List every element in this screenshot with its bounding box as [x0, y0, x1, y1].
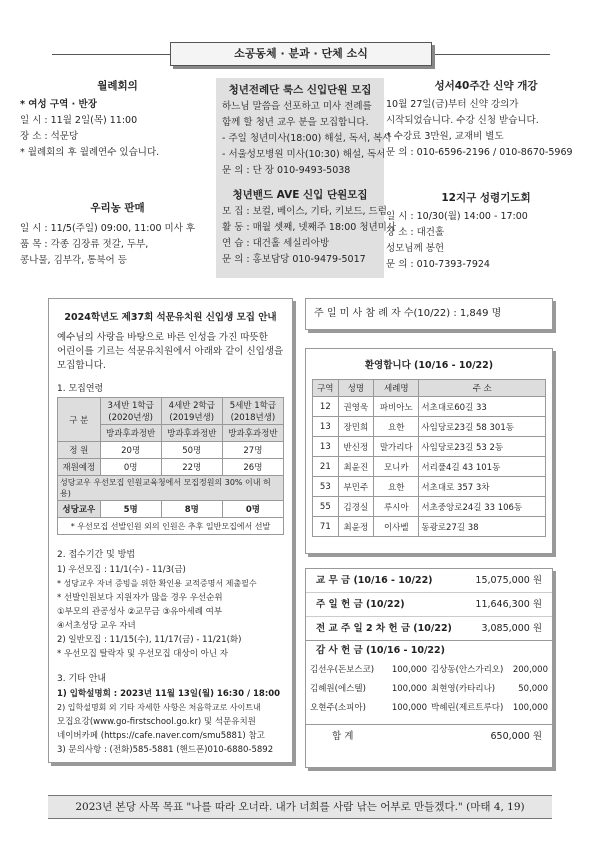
bible-line: * 수강료 3만원, 교재비 별도 — [386, 131, 504, 142]
kinder-s3-line: 1) 입학설명회 : 2023년 11월 13일(월) 16:30 / 18:00 — [57, 689, 281, 699]
monthly-sub: * 여성 구역 · 반장 — [20, 99, 97, 110]
age-table — [57, 397, 284, 535]
section-title: 소공동체 · 분과 · 단체 소식 — [170, 42, 432, 66]
prayer-line: 문 의 : 010-7393-7924 — [386, 259, 490, 270]
col-header: 구역 — [313, 380, 339, 397]
kinder-s2-line: 2) 일반모집 : 11/15(수), 11/17(금) - 11/21(화) — [57, 635, 242, 645]
thanks-row: 김선우(돈보스코) 100,000 김상동(안스가리오) 200,000 — [310, 665, 548, 675]
kinder-s2-line: ④서초성당 교우 자녀 — [57, 621, 136, 631]
kinder-title: 2024학년도 제37회 석문유치원 신입생 모집 안내 — [64, 312, 277, 323]
table-type: 방과후과정반 — [222, 425, 283, 442]
youth-box — [216, 78, 397, 278]
table-row: 21 최윤진 모니카 서리풀4길 43 101동 — [313, 457, 546, 477]
welcome-box — [305, 348, 553, 554]
kinder-s3-line: 모집요강(www.go-firstschool.go.kr) 및 석문유치원 — [57, 717, 256, 727]
finance-box — [305, 568, 553, 768]
prayer-line: 성모님께 봉헌 — [386, 243, 445, 254]
table-row: 정 원 20명 50명 27명 — [58, 442, 284, 459]
col-header: 성명 — [338, 380, 373, 397]
band-line: 모 집 : 보컬, 베이스, 기타, 키보드, 드럼 — [222, 206, 387, 217]
col-header: 세례명 — [374, 380, 419, 397]
table-head: 3세반 1학급 (2020년생) — [100, 398, 161, 425]
monthly-meeting — [20, 78, 215, 161]
kindergarten-notice — [48, 298, 293, 763]
thanks-list — [306, 661, 552, 718]
monthly-title: 월례회의 — [97, 80, 138, 92]
table-row: 13 반신정 말가리다 사임당로23길 53 2동 — [313, 437, 546, 457]
prayer-line: 일 시 : 10/30(월) 14:00 - 17:00 — [386, 211, 528, 222]
bible-line: 10월 27일(금)부터 신약 강의가 — [386, 99, 519, 110]
kinder-intro: 어린이를 기르는 석문유치원에서 아래와 같이 신입생을 — [57, 346, 284, 357]
kinder-s2-line: * 선발인원보다 지원자가 많을 경우 우선순위 — [57, 593, 223, 603]
farm-line: 일 시 : 11/5(주일) 09:00, 11:00 미사 후 — [20, 223, 196, 234]
farm-sale — [20, 200, 215, 269]
kinder-s3-line: 3) 문의사항 : (전화)585-5881 (핸드폰)010-6880-5892 — [57, 745, 274, 755]
kinder-intro: 모집합니다. — [57, 360, 106, 371]
kinder-intro: 예수님의 사랑을 바탕으로 바른 인성을 가진 따뜻한 — [57, 332, 268, 343]
title-rule-left — [52, 54, 170, 55]
kinder-s2-line: * 성당교우 자녀 증빙을 위한 확인용 교적증명서 제출필수 — [57, 579, 257, 588]
youth-line: 문 의 : 단 장 010-9493-5038 — [222, 165, 351, 176]
kinder-s3-line: 2) 입학설명회 외 기타 자세한 사항은 처음학교로 사이트내 — [57, 703, 261, 712]
band-title: 청년밴드 AVE 신입 단원모집 — [232, 189, 368, 201]
kinder-s2: 2. 접수기간 및 방법 — [57, 550, 136, 560]
bible-study — [386, 78, 586, 161]
monthly-line: * 월례회의 후 월례연수 있습니다. — [20, 147, 160, 158]
thanks-row: 김혜원(에스텔) 100,000 최현영(카타리나) 50,000 — [310, 684, 548, 694]
youth-line: 하느님 말씀을 선포하고 미사 전례를 — [222, 101, 372, 112]
kinder-s3-line: 네이버카페 (https://cafe.naver.com/smu5881) 참고 — [57, 731, 265, 741]
monthly-line: 일 시 : 11월 2일(목) 11:00 — [20, 115, 138, 126]
bible-line: 시작되었습니다. 수강 신청 받습니다. — [386, 115, 539, 126]
monthly-line: 장 소 : 석문당 — [20, 131, 79, 142]
table-row: 71 최윤정 이사벨 동광로27길 38 — [313, 517, 546, 537]
youth-line: - 주일 청년미사(18:00) 해설, 독서, 복사 — [222, 133, 392, 144]
bible-title: 성서40주간 신약 개강 — [434, 80, 538, 92]
title-rule-right — [432, 54, 550, 55]
farm-title: 우리농 판매 — [90, 202, 145, 214]
band-line: 문 의 : 홍보담당 010-9479-5017 — [222, 254, 366, 265]
prayer-meeting — [386, 190, 586, 273]
table-row: 55 김경실 루시아 서초중앙로24길 33 106동 — [313, 497, 546, 517]
farm-line: 품 목 : 각종 김장류 젓갈, 두부, — [20, 239, 149, 250]
prayer-line: 장 소 : 대건홀 — [386, 227, 445, 238]
youth-line: - 서울성모병원 미사(10:30) 해설, 독서 — [222, 149, 386, 160]
table-head: 5세반 1학급 (2018년생) — [222, 398, 283, 425]
thanks-title: 감 사 헌 금 (10/16 - 10/22) — [316, 645, 445, 656]
table-type: 방과후과정반 — [100, 425, 161, 442]
table-row: 성당교우 5명 8명 0명 — [58, 501, 284, 518]
table-row: 12 권영욱 파비아노 서초대로60길 33 — [313, 397, 546, 417]
kinder-s2-line: 1) 우선모집 : 11/1(수) - 11/3(금) — [57, 565, 186, 575]
kinder-s2-line: ①부모의 관공성사 ②교무금 ③유아세례 여부 — [57, 607, 223, 617]
youth-title: 청년전례단 룩스 신입단원 모집 — [228, 84, 372, 96]
table-footnote: * 우선모집 선발인원 외의 인원은 추후 일반모집에서 선발 — [58, 518, 284, 535]
table-note: 성당교우 우선모집 인원교육청에서 모집정원의 30% 이내 허용) — [58, 476, 284, 501]
finance-row: 전 교 주 일 2 차 헌 금 (10/22) 3,085,000 원 — [306, 617, 552, 641]
finance-row: 주 일 헌 금 (10/22) 11,646,300 원 — [306, 593, 552, 617]
total-row: 합 계 650,000 원 — [306, 724, 552, 748]
kinder-s1: 1. 모집연령 — [57, 384, 104, 394]
finance-row: 교 무 금 (10/16 - 10/22) 15,075,000 원 — [306, 569, 552, 593]
welcome-table — [312, 379, 546, 537]
footer-motto: 2023년 본당 사목 목표 "나를 따라 오너라. 내가 너희를 사람 낚는 어부로 만들겠다." (마태 4, 19) — [48, 795, 552, 819]
thanks-row: 오현주(소피아) 100,000 박혜린(제르트루다) 100,000 — [310, 703, 548, 713]
youth-line: 함께 할 청년 교우 분을 모집합니다. — [222, 117, 369, 128]
table-head: 4세반 2학급 (2019년생) — [161, 398, 222, 425]
band-line: 활 동 : 매월 셋째, 넷째주 18:00 청년미사 — [222, 222, 397, 233]
farm-line: 콩나물, 김부각, 통북어 등 — [20, 255, 127, 266]
kinder-s3: 3. 기타 안내 — [57, 674, 107, 684]
band-line: 연 습 : 대건홀 세실리아방 — [222, 238, 330, 249]
table-label: 구 분 — [58, 398, 101, 442]
prayer-title: 12지구 성령기도회 — [441, 192, 531, 204]
welcome-title: 환영합니다 (10/16 - 10/22) — [364, 360, 494, 371]
table-row: 재원예정 0명 22명 26명 — [58, 459, 284, 476]
attendance-count: 주 일 미 사 참 례 자 수(10/22) : 1,849 명 — [305, 298, 553, 330]
table-row: 13 장민희 요한 사임당로23길 58 301동 — [313, 417, 546, 437]
table-row: 53 부민주 요한 서초대로 357 3차 — [313, 477, 546, 497]
kinder-s2-line: * 우선모집 탈락자 및 우선모집 대상이 아닌 자 — [57, 649, 228, 659]
table-type: 방과후과정반 — [161, 425, 222, 442]
bible-line: 문 의 : 010-6596-2196 / 010-8670-5969 — [386, 147, 573, 158]
col-header: 주 소 — [419, 380, 546, 397]
